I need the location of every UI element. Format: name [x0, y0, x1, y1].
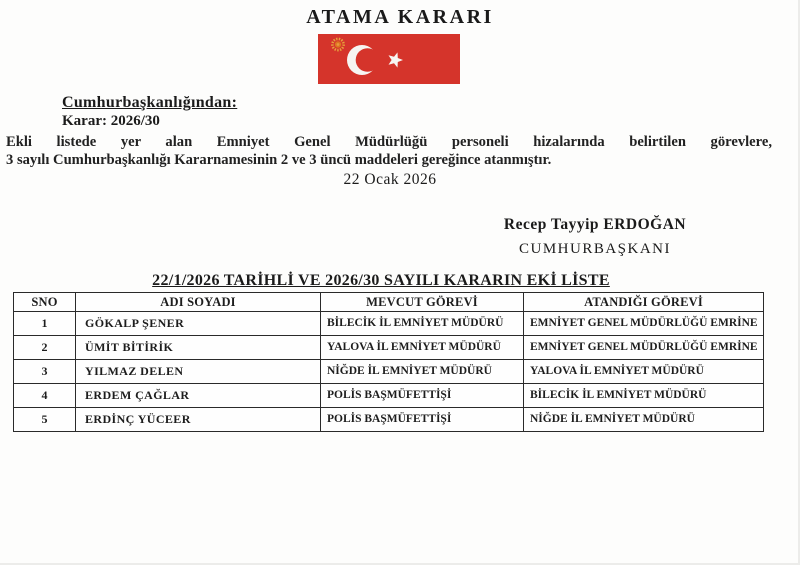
table-row [14, 360, 764, 384]
cell-sno: 5 [14, 408, 76, 432]
cell-sno: 4 [14, 384, 76, 408]
table-header-row [14, 293, 764, 312]
document-title: ATAMA KARARI [306, 6, 494, 28]
signatory-name: Recep Tayyip ERDOĞAN [503, 216, 687, 233]
cell-current-duty: NİĞDE İL EMNİYET MÜDÜRÜ [321, 360, 524, 384]
table-row [14, 408, 764, 432]
cell-sno: 1 [14, 312, 76, 336]
cell-assigned-duty: NİĞDE İL EMNİYET MÜDÜRÜ [524, 408, 764, 432]
table-row [14, 384, 764, 408]
appointments-table [13, 292, 764, 432]
signatory-title: CUMHURBAŞKANI [518, 241, 672, 257]
paragraph-line-2: 3 sayılı Cumhurbaşkanlığı Kararnamesinin 2 ve 3 üncü maddeleri gereğince atanmıştır. [6, 151, 552, 168]
cell-current-duty: BİLECİK İL EMNİYET MÜDÜRÜ [321, 312, 524, 336]
flag-field [318, 34, 460, 84]
paragraph-line-1: Ekli listede yer alan Emniyet Genel Müdürlüğü personeli hizalarında belirtilen görevlere, [6, 134, 772, 150]
issuing-authority-label: Cumhurbaşkanlığından: [62, 94, 238, 111]
cell-current-duty: POLİS BAŞMÜFETTİŞİ [321, 384, 524, 408]
cell-assigned-duty: BİLECİK İL EMNİYET MÜDÜRÜ [524, 384, 764, 408]
column-header-name: ADI SOYADI [76, 293, 321, 312]
decree-date: 22 Ocak 2026 [343, 171, 437, 188]
cell-name: ERDEM ÇAĞLAR [76, 384, 321, 408]
cell-sno: 3 [14, 360, 76, 384]
column-header-assigned-duty: ATANDIĞI GÖREVİ [524, 293, 764, 312]
table-row [14, 336, 764, 360]
signature-block [470, 216, 720, 258]
cell-name: GÖKALP ŞENER [76, 312, 321, 336]
annex-list-title: 22/1/2026 TARİHLİ VE 2026/30 SAYILI KARARIN EKİ LİSTE [152, 272, 610, 289]
column-header-sno: SNO [14, 293, 76, 312]
cell-current-duty: POLİS BAŞMÜFETTİŞİ [321, 408, 524, 432]
cell-current-duty: YALOVA İL EMNİYET MÜDÜRÜ [321, 336, 524, 360]
cell-assigned-duty: YALOVA İL EMNİYET MÜDÜRÜ [524, 360, 764, 384]
cell-name: ERDİNÇ YÜCEER [76, 408, 321, 432]
column-header-current-duty: MEVCUT GÖREVİ [321, 293, 524, 312]
decree-body-paragraph [6, 134, 772, 169]
turkish-flag [318, 34, 460, 84]
cell-assigned-duty: EMNİYET GENEL MÜDÜRLÜĞÜ EMRİNE [524, 336, 764, 360]
cell-name: YILMAZ DELEN [76, 360, 321, 384]
cell-name: ÜMİT BİTİRİK [76, 336, 321, 360]
cell-assigned-duty: EMNİYET GENEL MÜDÜRLÜĞÜ EMRİNE [524, 312, 764, 336]
table-row [14, 312, 764, 336]
decision-number-label: Karar: 2026/30 [62, 113, 160, 129]
cell-sno: 2 [14, 336, 76, 360]
